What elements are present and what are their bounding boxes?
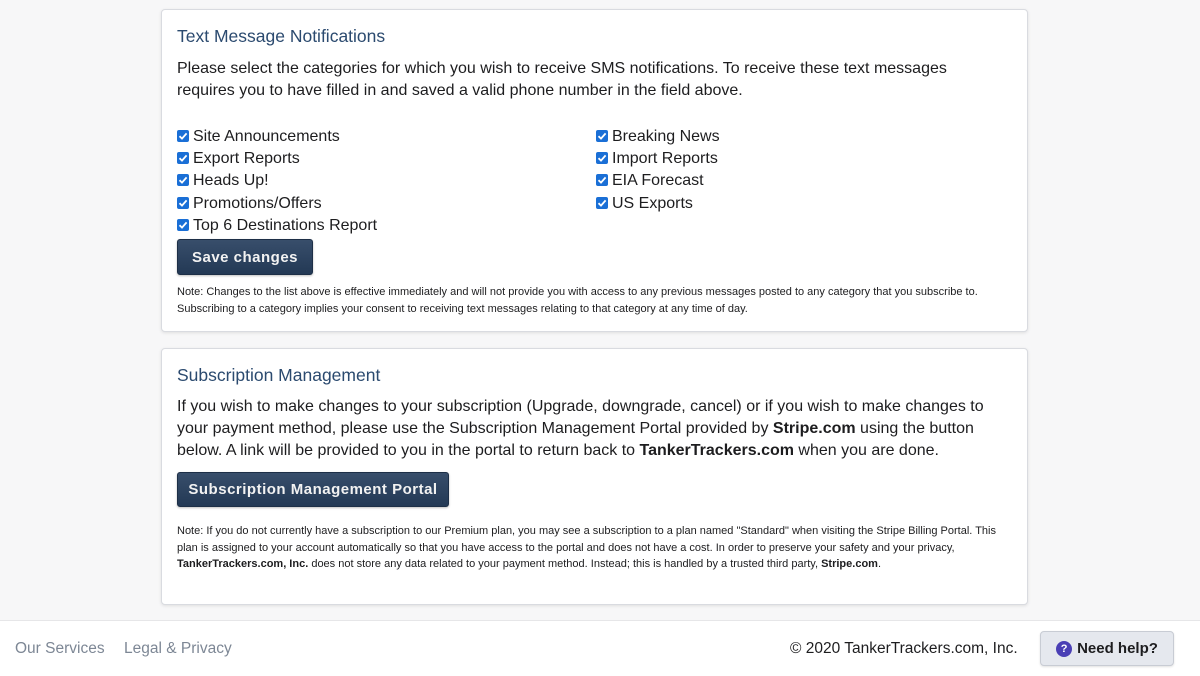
category-list-right [596,126,720,215]
need-help-label: Need help? [1077,640,1158,657]
category-label: US Exports [612,194,693,212]
checkbox-checked-icon[interactable] [177,130,189,142]
intro-text-part: using the button below. A link will be provided to you in the portal to return back to [177,420,974,459]
category-label: Top 6 Destinations Report [193,216,378,234]
checkbox-checked-icon[interactable] [177,197,189,209]
checkbox-checked-icon[interactable] [596,197,608,209]
note-text-part: . [877,558,882,571]
copyright-text: © 2020 TankerTrackers.com, Inc. [790,640,1018,657]
intro-text-part: If you wish to make changes to your subscription (Upgrade, downgrade, cancel) or if you wish to make changes to your payment method, please use the Subscription Management Portal provided by [177,398,984,437]
category-list-left [177,126,377,237]
checkbox-checked-icon[interactable] [177,152,189,164]
category-label: EIA Forecast [612,172,704,190]
checkbox-checked-icon[interactable] [596,174,608,186]
intro-text-part: when you are done. [793,442,939,459]
checkbox-checked-icon[interactable] [177,219,189,231]
category-checkbox-row[interactable] [177,193,377,215]
category-checkbox-row[interactable] [177,215,377,237]
sms-section-title: Text Message Notifications [177,26,386,46]
note-text-part: Note: If you do not currently have a subscription to our Premium plan, you may see a subscription to a plan named "Standard" when visiting the Stripe Billing Portal. This plan is assigned to your account automatically so that you have access to the portal and does not have a cost. In order to preserve your safety and your privacy, [177,525,996,554]
page-footer [0,620,1200,676]
tankertrackers-text: TankerTrackers.com [639,442,794,459]
category-checkbox-row[interactable] [596,148,720,170]
category-label: Heads Up! [193,172,269,190]
subscription-management-card [161,348,1028,605]
category-label: Export Reports [193,150,300,168]
subscription-section-title: Subscription Management [177,365,381,385]
our-services-link[interactable]: Our Services [15,640,105,657]
stripe-name-text: Stripe.com [821,558,878,571]
category-checkbox-row[interactable] [596,170,720,192]
need-help-button[interactable] [1040,631,1174,666]
category-label: Promotions/Offers [193,194,322,212]
category-checkbox-row[interactable] [177,126,377,148]
checkbox-checked-icon[interactable] [596,130,608,142]
question-circle-icon: ? [1056,641,1072,657]
subscription-note-text [177,523,1009,573]
checkbox-checked-icon[interactable] [177,174,189,186]
category-label: Import Reports [612,150,718,168]
category-label: Breaking News [612,128,720,146]
category-checkbox-row[interactable] [596,126,720,148]
category-checkbox-row[interactable] [596,193,720,215]
category-checkbox-row[interactable] [177,148,377,170]
note-text-part: does not store any data related to your payment method. Instead; this is handled by a trusted third party, [308,558,822,571]
category-label: Site Announcements [193,128,340,146]
save-changes-button[interactable]: Save changes [177,239,313,275]
sms-note-text: Note: Changes to the list above is effective immediately and will not provide you with access to any previous messages posted to any category that you subscribe to. Subscribing to a category implies your consent to receiving text messages relating to that category at any time of day. [177,286,978,315]
sms-notifications-card [161,9,1028,332]
stripe-link-text: Stripe.com [772,420,856,437]
legal-privacy-link[interactable]: Legal & Privacy [124,640,232,657]
checkbox-checked-icon[interactable] [596,152,608,164]
sms-intro-text: Please select the categories for which you wish to receive SMS notifications. To receive these text messages requires you to have filled in and saved a valid phone number in the field above. [177,60,947,99]
subscription-intro-text [177,396,1009,462]
company-name-text: TankerTrackers.com, Inc. [177,558,309,571]
subscription-portal-button[interactable]: Subscription Management Portal [177,472,449,507]
category-checkbox-row[interactable] [177,170,377,192]
